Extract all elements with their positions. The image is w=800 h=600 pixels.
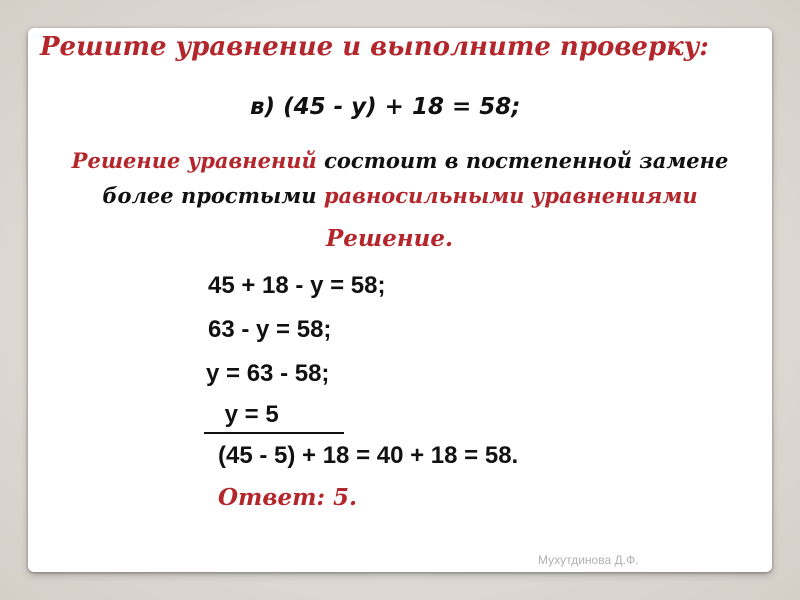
explanation-text: состоит в постепенной замене (324, 148, 729, 173)
explanation-term: Решение уравнений (71, 148, 325, 173)
solution-result: у = 5 (218, 401, 279, 428)
slide-heading: Решите уравнение и выполните проверку: (40, 32, 709, 62)
explanation-line-2 (40, 183, 760, 208)
explanation-line-1 (40, 148, 760, 173)
solution-step-2: 63 - у = 58; (208, 316, 332, 343)
answer: Ответ: 5. (218, 484, 357, 511)
slide (28, 28, 772, 572)
result-underline (204, 432, 344, 434)
problem-equation: в) (45 - у) + 18 = 58; (250, 94, 521, 120)
verification-check: (45 - 5) + 18 = 40 + 18 = 58. (218, 442, 519, 469)
solution-step-3: у = 63 - 58; (206, 360, 330, 387)
explanation-text: более простыми (102, 183, 324, 208)
explanation-term: равносильными уравнениями (323, 183, 698, 208)
author-footer: Мухутдинова Д.Ф. (538, 553, 639, 567)
solution-step-1: 45 + 18 - у = 58; (208, 272, 386, 299)
solution-label: Решение. (326, 225, 454, 252)
